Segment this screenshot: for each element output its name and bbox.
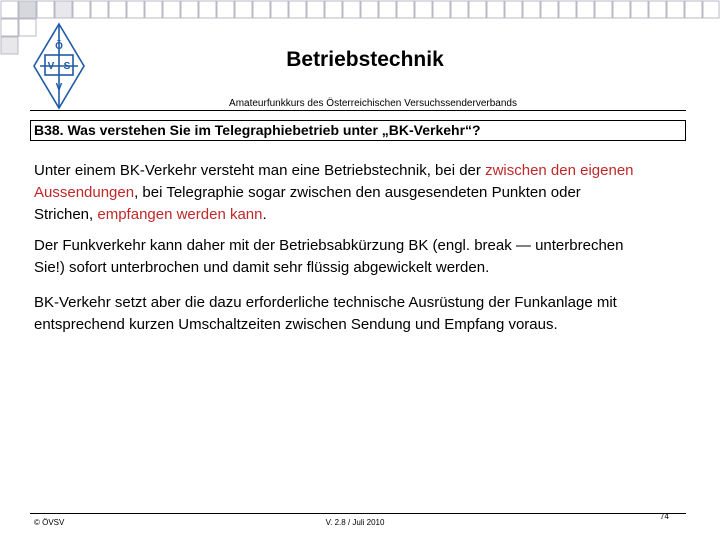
highlight-text: zwischen den eigenen — [485, 162, 634, 179]
question-text: B38. Was verstehen Sie im Telegraphiebetrieb unter „BK-Verkehr“? — [34, 122, 481, 138]
paragraph-2 — [34, 235, 686, 279]
page-number: 74 — [660, 512, 669, 521]
highlight-text: Aussendungen — [34, 184, 135, 201]
text-segment: . — [262, 206, 267, 223]
logo-letter-left: V — [47, 61, 55, 72]
paragraph-1-line-3 — [34, 204, 686, 226]
highlight-text: empfangen werden kann — [97, 206, 263, 223]
logo-letter-top: Ö — [55, 41, 63, 52]
ovsv-logo — [32, 22, 86, 110]
paragraph-3-line-2: entsprechend kurzen Umschaltzeiten zwischen Sendung und Empfang voraus. — [34, 316, 558, 333]
text-segment: Strichen, — [34, 206, 98, 223]
paragraph-3 — [34, 292, 686, 336]
paragraph-3-line-1: BK-Verkehr setzt aber die dazu erforderliche technische Ausrüstung der Funkanlage mit — [34, 294, 617, 311]
paragraph-2-line-1: Der Funkverkehr kann daher mit der Betriebsabkürzung BK (engl. break — unterbrechen — [34, 237, 624, 254]
paragraph-1 — [34, 160, 686, 226]
text-segment: , bei Telegraphie sogar zwischen den ausgesendeten Punkten oder — [134, 184, 581, 201]
footer-rule — [30, 513, 686, 514]
text-segment: Unter einem BK-Verkehr versteht man eine Betriebstechnik, bei der — [34, 162, 486, 179]
footer-version: V. 2.8 / Juli 2010 — [325, 518, 385, 527]
footer-copyright: © ÖVSV — [34, 518, 65, 527]
header-rule — [30, 110, 686, 111]
question-box — [30, 120, 686, 141]
paragraph-1-line-1 — [34, 160, 686, 182]
logo-letter-right: S — [63, 61, 71, 72]
paragraph-2-line-2: Sie!) sofort unterbrochen und damit sehr flüssig abgewickelt werden. — [34, 259, 490, 276]
page-title: Betriebstechnik — [286, 48, 444, 71]
paragraph-1-line-2 — [34, 182, 686, 204]
logo-letter-bottom: V — [55, 82, 63, 93]
page-subtitle: Amateurfunkkurs des Österreichischen Versuchssenderverbands — [229, 98, 517, 109]
